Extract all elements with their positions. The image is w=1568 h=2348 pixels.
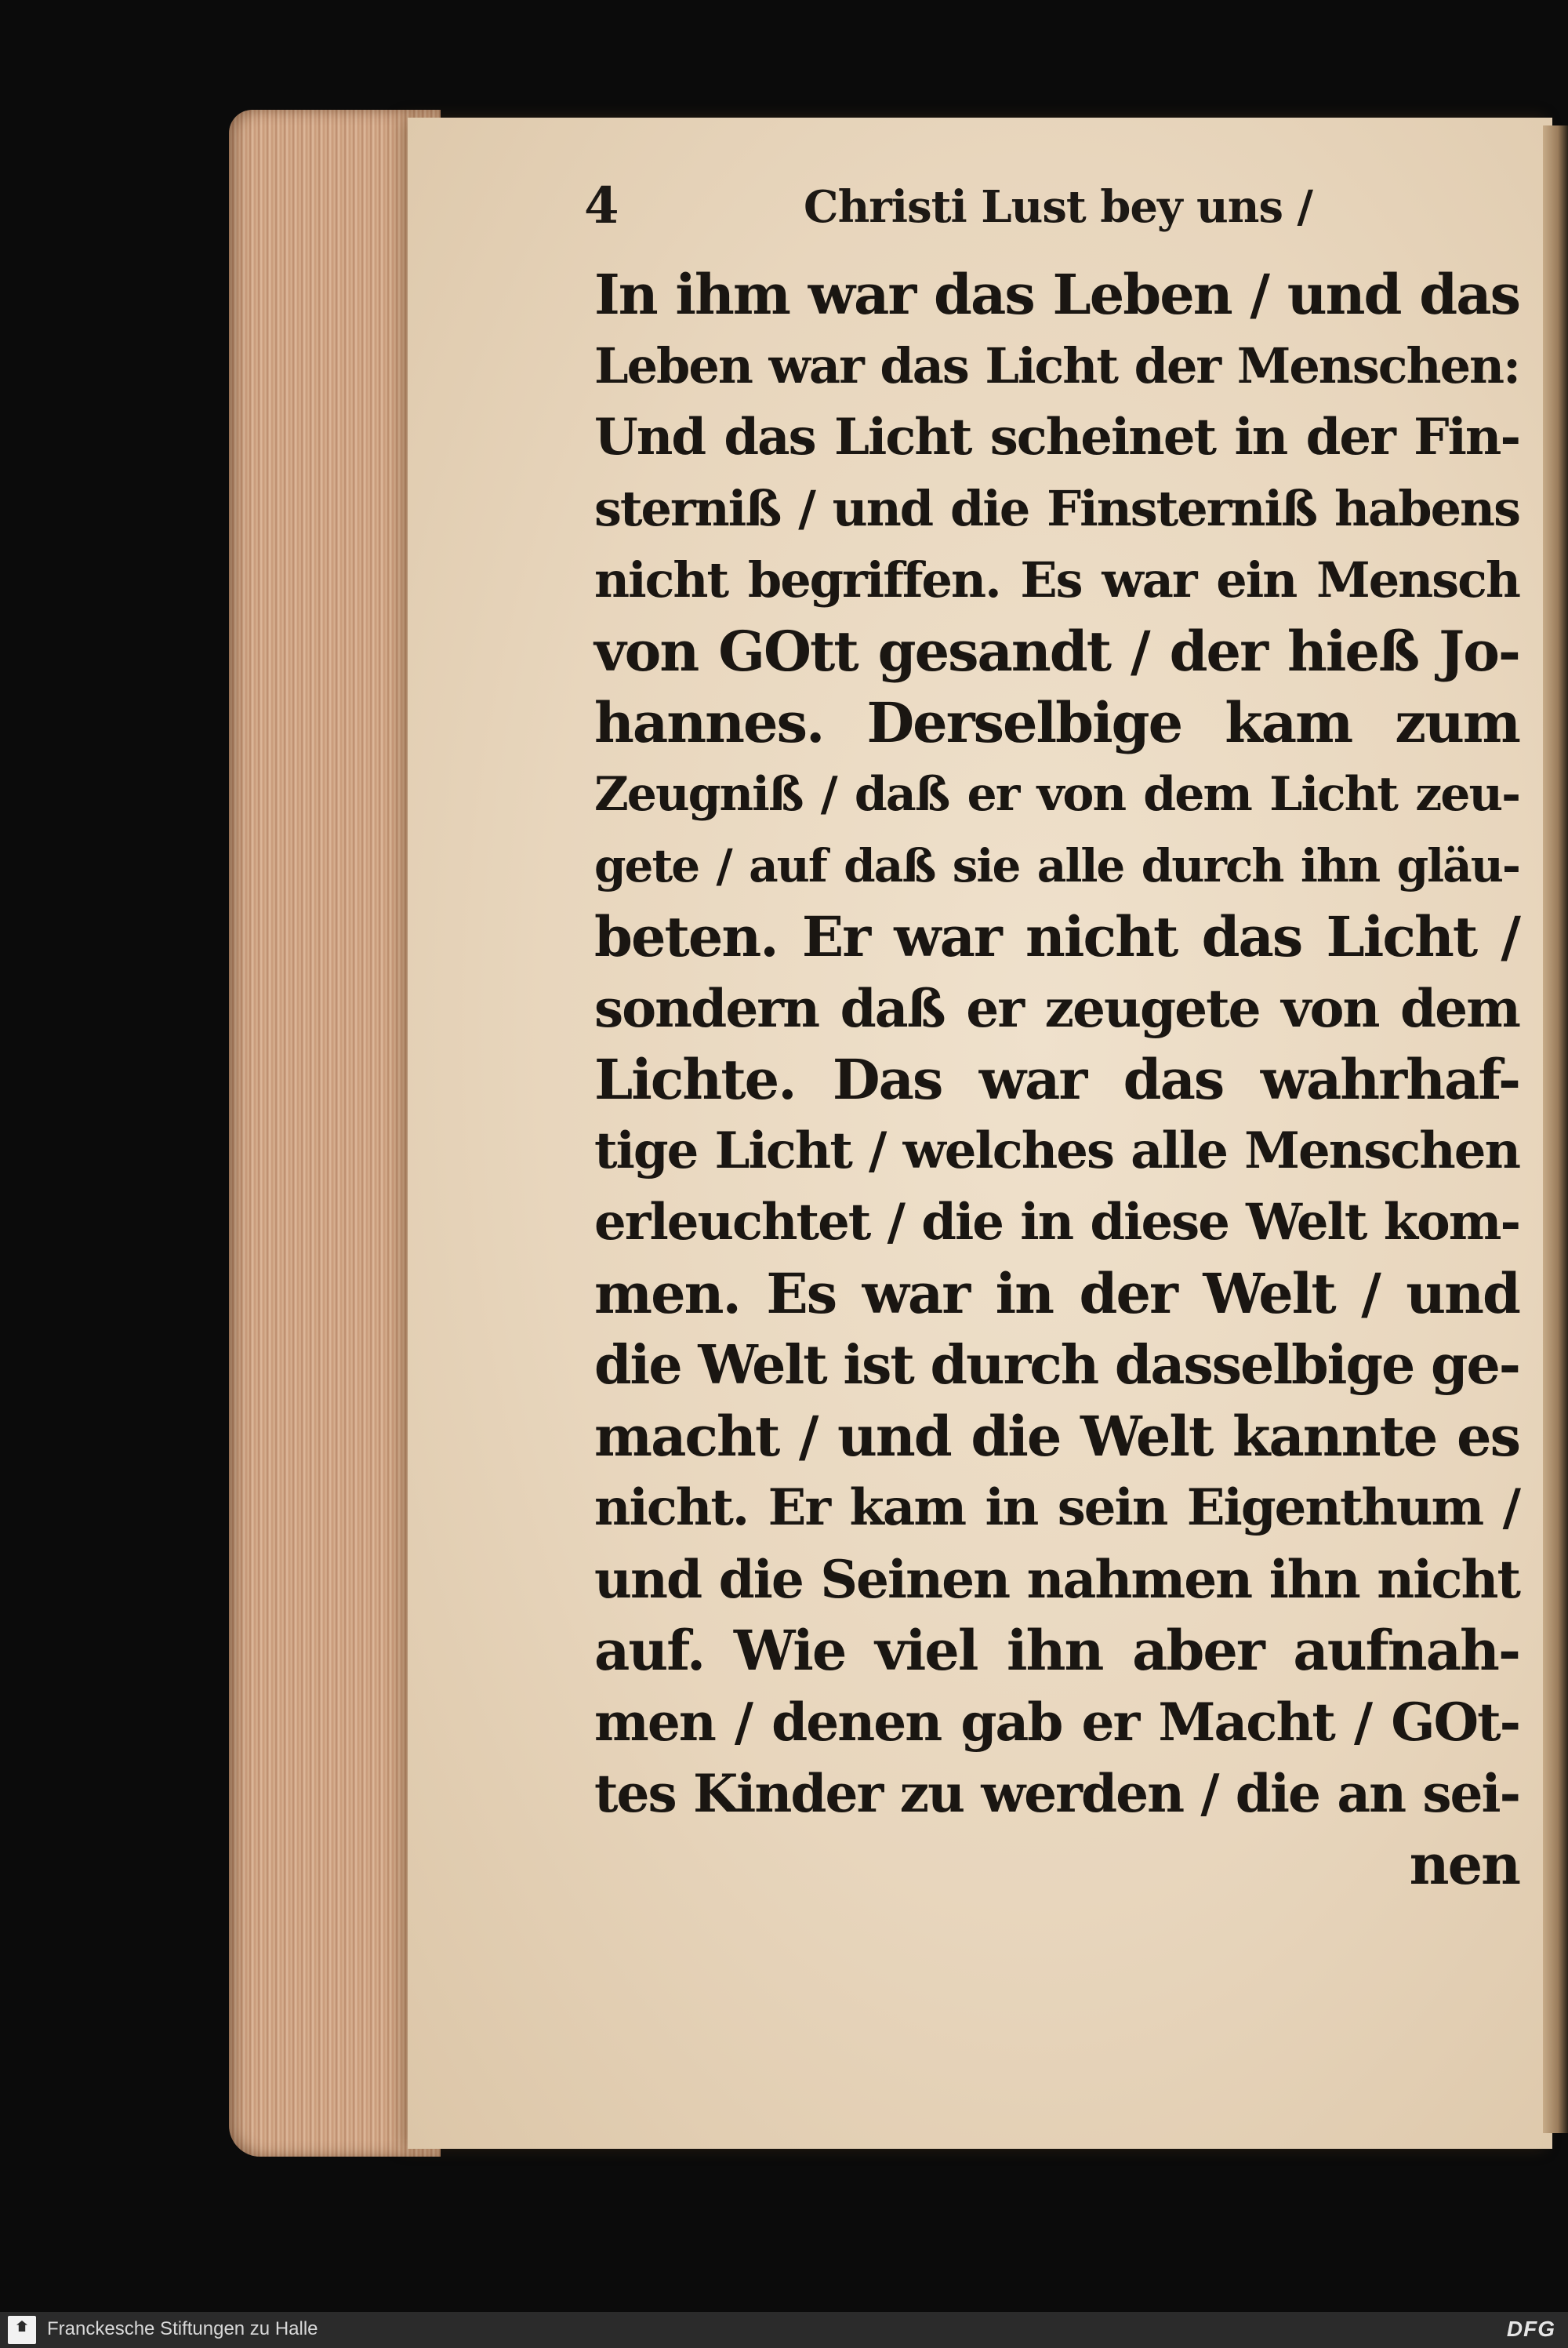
text-line: nen	[1409, 1832, 1519, 1897]
text-line: erleuchtet / die in diese Welt kom-	[594, 1193, 1519, 1252]
text-line: men / denen gab er Macht / GOt-	[594, 1692, 1519, 1753]
text-line: auf. Wie viel ihn aber aufnah-	[594, 1618, 1519, 1683]
footer-institution[interactable]: Franckesche Stiftungen zu Halle	[47, 2318, 318, 2339]
text-line: sondern daß er zeugete von dem	[594, 978, 1519, 1039]
text-line: Und das Licht scheinet in der Fin-	[594, 408, 1519, 467]
text-line: sterniß / und die Finsterniß habens	[594, 480, 1519, 537]
text-line: und die Seinen nahmen ihn nicht	[594, 1549, 1519, 1610]
text-line: macht / und die Welt kannte es	[594, 1404, 1519, 1469]
text-line: hannes. Derselbige kam zum	[594, 690, 1519, 755]
institution-logo-icon[interactable]	[8, 2316, 36, 2344]
text-line: von GOtt gesandt / der hieß Jo-	[594, 619, 1519, 684]
text-line: tes Kinder zu werden / die an sei-	[594, 1763, 1519, 1824]
body-text	[594, 259, 1519, 1906]
text-line: beten. Er war nicht das Licht /	[594, 904, 1519, 969]
page-number: 4	[584, 176, 619, 235]
text-line: tige Licht / welches alle Menschen	[594, 1121, 1519, 1180]
dfg-logo[interactable]: DFG	[1506, 2317, 1555, 2341]
footer-bar	[0, 2312, 1568, 2348]
text-line: Zeugniß / daß er von dem Licht zeu-	[594, 767, 1519, 822]
running-head	[584, 176, 1525, 247]
book-gutter-edge	[1543, 125, 1568, 2133]
text-line: nicht begriffen. Es war ein Mensch	[594, 551, 1519, 609]
text-line: Leben war das Licht der Menschen:	[594, 337, 1519, 394]
text-line: men. Es war in der Welt / und	[594, 1261, 1519, 1326]
text-line: Lichte. Das war das wahrhaf-	[594, 1047, 1519, 1112]
text-line: In ihm war das Leben / und das	[594, 262, 1519, 327]
running-head-title: Christi Lust bey uns /	[804, 181, 1312, 233]
text-line: gete / auf daß sie alle durch ihn gläu-	[594, 839, 1519, 892]
text-line: die Welt ist durch dasselbige ge-	[594, 1334, 1520, 1397]
text-line: nicht. Er kam in sein Eigenthum /	[594, 1478, 1519, 1537]
